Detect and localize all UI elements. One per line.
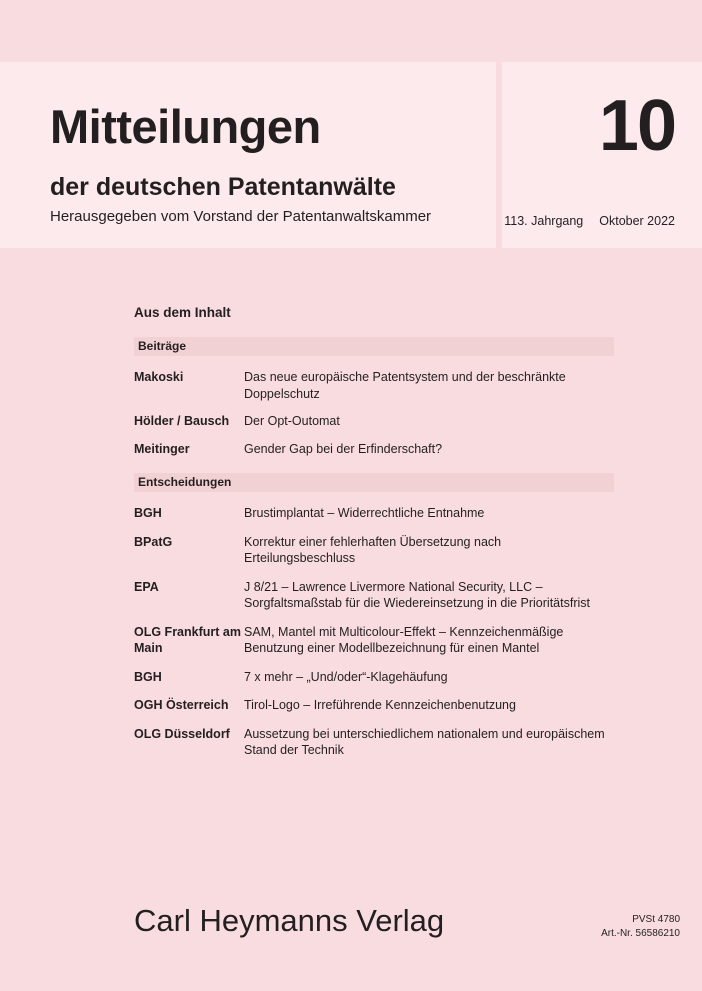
entry-author: BGH [134,669,162,684]
entry-title: Der Opt-Outomat [244,414,340,428]
entry-title: Brustimplantat – Widerrechtliche Entnahme [244,506,485,520]
entry-author: EPA [134,579,159,594]
journal-publisher-line: Herausgegeben vom Vorstand der Patentanwaltskammer [50,208,432,225]
entry-title: Korrektur einer fehlerhaften Übersetzung nach Erteilungsbeschluss [244,534,502,565]
entry-author: Makoski [134,370,184,384]
list-item [134,726,614,759]
entry-title: Das neue europäische Patentsystem und der beschränkte Doppelschutz [244,370,566,401]
masthead [0,62,702,248]
list-item [134,505,614,522]
entry-author: OGH Österreich [134,698,229,712]
issue-volume: 113. Jahrgang [504,214,584,228]
entry-title: 7 x mehr – „Und/oder“-Klagehäufung [244,669,448,684]
list-item [134,579,614,612]
entry-title: J 8/21 – Lawrence Livermore National Security, LLC – Sorgfaltsmaßstab für die Wiedereinsetzung in die Prioritätsfrist [244,579,590,610]
entry-title: Aussetzung bei unterschiedlichem nationalem und europäischem Stand der Technik [244,726,605,757]
entry-author: Meitinger [134,441,190,456]
issue-number: 10 [598,86,675,166]
article-number: Art.-Nr. 56586210 [601,927,680,939]
contents-list-articles [134,369,614,457]
entry-author: OLG Düsseldorf [134,726,230,741]
list-item [134,369,614,402]
entry-author: Hölder / Bausch [134,414,230,428]
footer-codes [601,913,680,940]
list-item [134,624,614,657]
contents-list-decisions [134,505,614,759]
section-header-beitraege: Beiträge [134,337,614,356]
list-item [134,697,614,714]
list-item [134,669,614,686]
entry-title: Tirol-Logo – Irreführende Kennzeichenbenutzung [244,698,516,712]
list-item [134,413,614,430]
entry-author: BPatG [134,534,173,549]
journal-title: Mitteilungen [50,100,321,153]
entry-author: OLG Frankfurt am Main [134,624,241,655]
postal-code: PVSt 4780 [632,914,680,925]
issue-date: Oktober 2022 [599,214,675,228]
entry-title: Gender Gap bei der Erfinderschaft? [244,441,443,456]
list-item [134,534,614,567]
list-item [134,441,614,458]
table-of-contents [134,305,614,771]
entry-author: BGH [134,506,162,520]
issue-meta [14,214,675,228]
contents-heading: Aus dem Inhalt [134,305,231,320]
entry-title: SAM, Mantel mit Multicolour-Effekt – Kennzeichenmäßige Benutzung einer Modellbezeichnung für einen Mantel [244,624,564,655]
section-header-entscheidungen: Entscheidungen [134,473,614,492]
publisher-name: Carl Heymanns Verlag [134,903,445,938]
journal-subtitle: der deutschen Patentanwälte [50,173,396,201]
